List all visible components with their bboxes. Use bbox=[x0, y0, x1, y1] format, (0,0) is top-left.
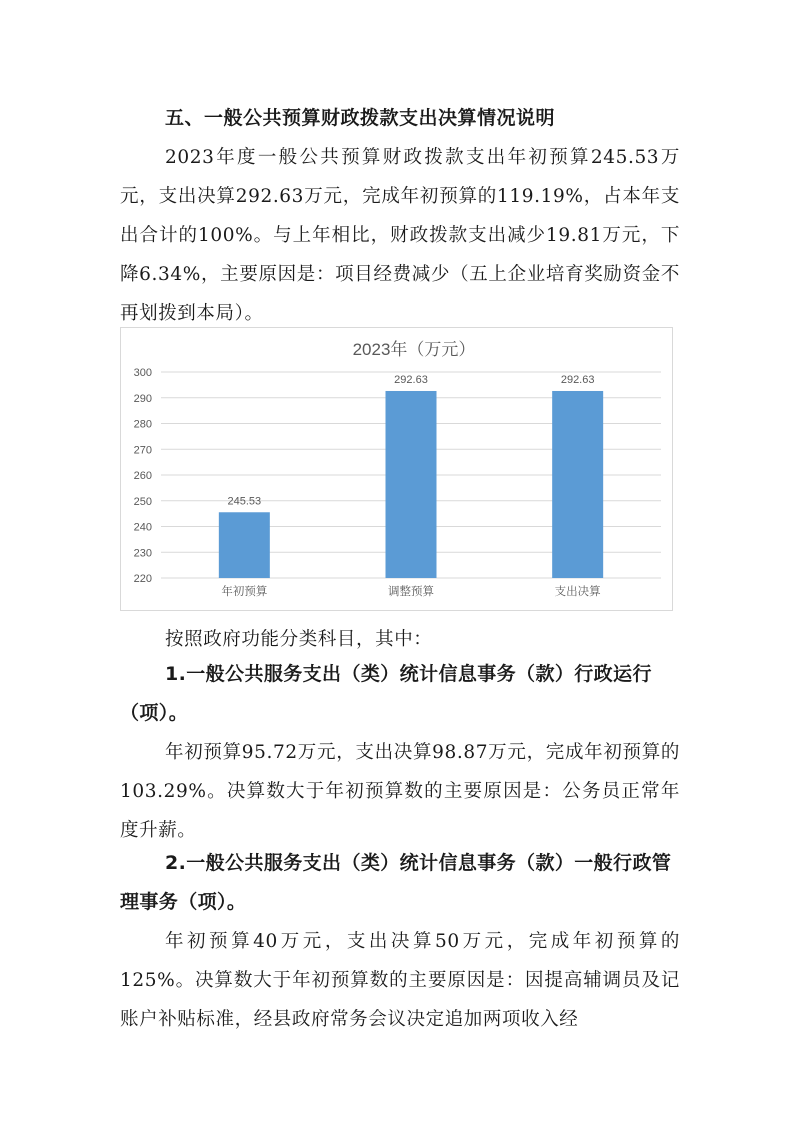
data-label: 292.63 bbox=[560, 373, 595, 386]
y-tick-label: 260 bbox=[133, 470, 152, 482]
y-tick-label: 230 bbox=[133, 547, 152, 560]
y-tick-label: 240 bbox=[133, 521, 152, 534]
y-tick-label: 290 bbox=[133, 392, 152, 405]
data-label: 292.63 bbox=[394, 373, 428, 386]
item2-body: 年初预算40万元，支出决算50万元，完成年初预算的125%。决算数大于年初预算数的主要原因是：因提高辅调员及记账户补贴标准，经县政府常务会议决定追加两项收入经 bbox=[120, 931, 680, 1030]
y-tick-label: 300 bbox=[133, 367, 152, 379]
y-tick-label: 250 bbox=[133, 495, 152, 508]
item1-heading: 1.一般公共服务支出（类）统计信息事务（款）行政运行（项）。 bbox=[120, 663, 652, 724]
y-tick-label: 270 bbox=[133, 444, 152, 457]
x-tick-label: 支出决算 bbox=[554, 586, 601, 598]
bar bbox=[219, 512, 270, 578]
bar-chart-svg bbox=[121, 328, 674, 612]
bar bbox=[386, 391, 437, 578]
summary-paragraph: 2023年度一般公共预算财政拨款支出年初预算245.53万元，支出决算292.63万元，完成年初预算的119.19%，占本年支出合计的100%。与上年相比，财政拨款支出减少19.81万元，下降6.34%，主要原因是：项目经费减少（五上企业培育奖励资金不再划拨到本局）。 bbox=[120, 147, 680, 324]
bar-chart bbox=[120, 327, 673, 611]
section-heading: 五、一般公共预算财政拨款支出决算情况说明 bbox=[165, 107, 556, 129]
data-label: 245.53 bbox=[227, 495, 262, 508]
item1-body: 年初预算95.72万元，支出决算98.87万元，完成年初预算的103.29%。决算数大于年初预算数的主要原因是：公务员正常年度升薪。 bbox=[120, 742, 680, 841]
chart-title: 2023年（万元） bbox=[352, 340, 476, 359]
item2-heading: 2.一般公共服务支出（类）统计信息事务（款）一般行政管理事务（项）。 bbox=[120, 852, 672, 913]
bar bbox=[552, 391, 603, 578]
y-tick-label: 280 bbox=[133, 418, 152, 431]
x-tick-label: 年初预算 bbox=[221, 586, 268, 598]
y-tick-label: 220 bbox=[133, 573, 152, 585]
classification-intro: 按照政府功能分类科目，其中： bbox=[165, 629, 433, 650]
x-tick-label: 调整预算 bbox=[388, 586, 434, 598]
